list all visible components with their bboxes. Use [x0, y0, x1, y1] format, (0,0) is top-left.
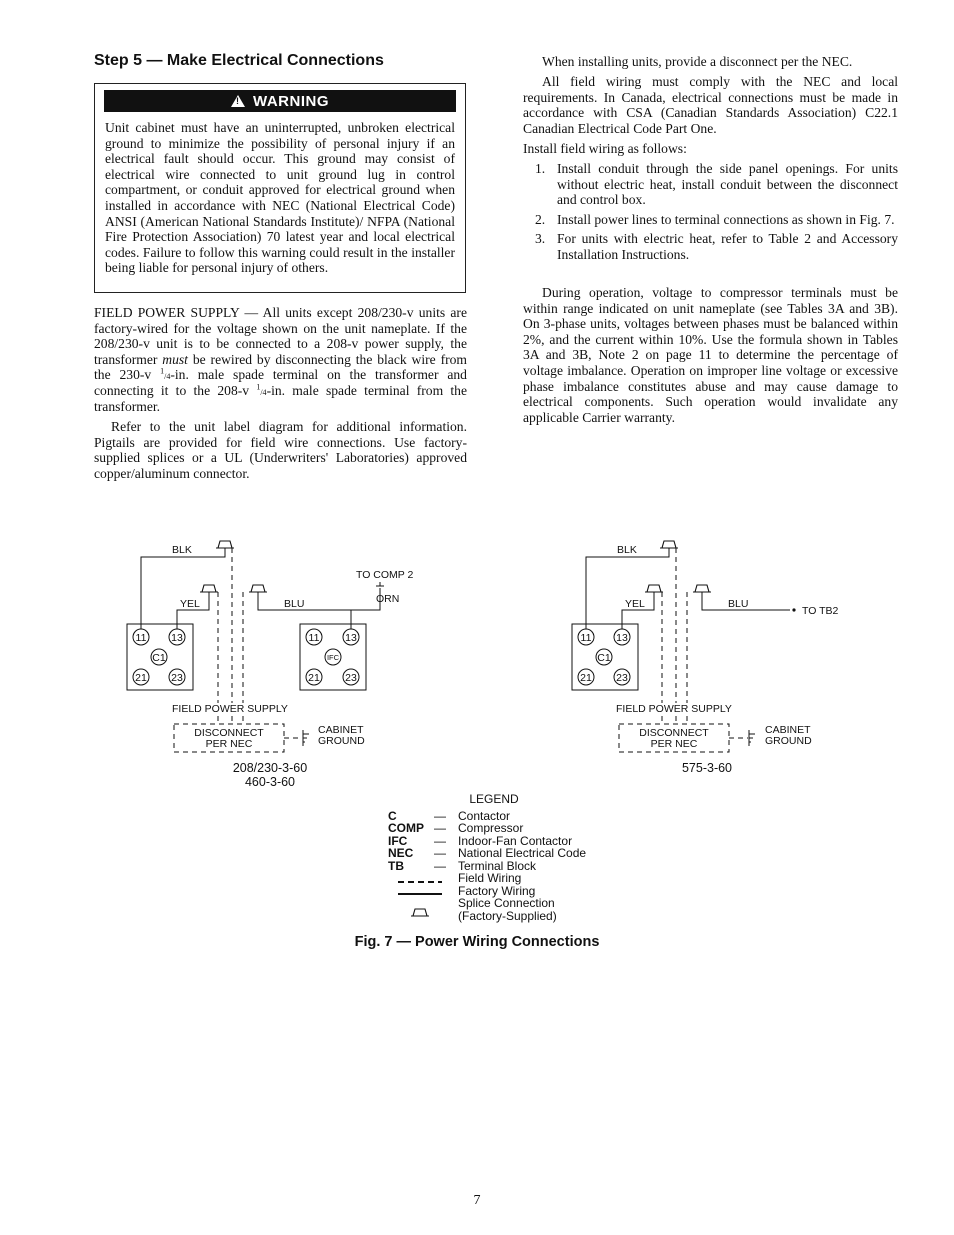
cabinet-label: CABINET: [765, 724, 811, 736]
legend-desc: Splice Connection: [458, 896, 555, 910]
splice-connection-icon: [249, 585, 267, 592]
ground-label: GROUND: [765, 735, 812, 747]
step-text: Install power lines to terminal connections as shown in Fig. 7.: [557, 211, 895, 227]
legend-dash: —: [434, 859, 446, 873]
legend-abbr: TB: [388, 859, 404, 873]
text-run: be rewired by disconnecting the black wire from the 230-v: [94, 351, 467, 383]
warning-box: [94, 83, 466, 293]
field-power-supply-label: FIELD POWER SUPPLY: [616, 703, 732, 715]
ground-label: GROUND: [318, 735, 365, 747]
step-text: Install conduit through the side panel openings. For units without electric heat, install conduit between the disconnect and control box.: [557, 161, 898, 208]
legend-abbr: COMP: [388, 821, 424, 835]
legend-desc: Indoor-Fan Contactor: [458, 834, 573, 848]
refer-label-paragraph: Refer to the unit label diagram for additional information. Pigtails are provided for field wire connections. Use factory-supplied splices or a UL (Underwriters' Laboratories) approved copper/aluminum connector.: [94, 419, 467, 481]
svg-text:23: 23: [616, 672, 628, 684]
voltage-label: 460-3-60: [244, 775, 296, 789]
step-number: 1.: [535, 161, 546, 176]
terminal-13: [614, 629, 630, 645]
fraction-denominator: /4: [260, 387, 267, 397]
cabinet-ground-icon: [749, 730, 755, 746]
svg-text:13: 13: [616, 632, 628, 644]
warning-banner: [104, 90, 456, 112]
svg-text:23: 23: [171, 672, 183, 684]
wire-label-blu: BLU: [728, 598, 749, 610]
warning-label: WARNING: [253, 92, 329, 110]
step-number: 2.: [535, 211, 546, 227]
warning-text: Unit cabinet must have an uninterrupted, unbroken electrical ground to minimize the possibility of personal injury if an electrical fault should occur. This ground may consist of electrical wire connected to unit ground lug in control compartment, or conduit approved for electrical ground when installed in accordance with NEC (National Electrical Code) ANSI (American National Standards Institute)/ NFPA (National Fire Protection Association) 70 latest year and local electrical codes. Failure to follow this warning could result in the installer being liable for personal injury of others.: [105, 120, 455, 276]
terminal-21: [133, 669, 149, 685]
splice-connection-icon: [200, 585, 218, 592]
legend-desc: Contactor: [458, 809, 511, 823]
legend-abbr: C: [388, 809, 397, 823]
power-wiring-diagram: [0, 520, 954, 930]
svg-text:21: 21: [308, 672, 320, 684]
terminal-21: [306, 669, 322, 685]
wire-label-blk: BLK: [172, 544, 192, 556]
factory-wiring: [141, 548, 380, 629]
list-item: [523, 231, 898, 262]
terminal-23: [343, 669, 359, 685]
install-intro: Install field wiring as follows:: [523, 141, 687, 156]
voltage-label: 208/230-3-60: [232, 761, 308, 775]
voltage-label: 575-3-60: [681, 761, 733, 775]
splice-connection-icon: [693, 585, 711, 592]
splice-connection-icon: [645, 585, 663, 592]
fraction-numerator: 1: [160, 366, 165, 376]
list-item: [523, 212, 898, 228]
disconnect-label: DISCONNECT: [194, 727, 264, 739]
wire-label-blk: BLK: [617, 544, 637, 556]
contactor-label: [596, 649, 612, 665]
step-number: 3.: [535, 231, 546, 247]
factory-wiring: [586, 548, 790, 629]
field-power-supply-paragraph: [94, 305, 467, 414]
legend-dash: —: [434, 834, 446, 848]
to-tb2-label: TO TB2: [802, 605, 839, 617]
terminal-11: [133, 629, 149, 645]
field-power-supply-label: FIELD POWER SUPPLY: [172, 703, 288, 715]
terminal-13: [343, 629, 359, 645]
svg-text:11: 11: [135, 632, 147, 644]
legend-title: LEGEND: [469, 792, 519, 806]
legend-desc: (Factory-Supplied): [458, 909, 557, 923]
list-item: [523, 161, 898, 208]
svg-text:13: 13: [345, 632, 357, 644]
fraction-denominator: /4: [164, 372, 171, 382]
text-run: FIELD POWER SUPPLY — All units except 208/230-v units are factory-wired for the voltage shown on the unit nameplate. If the 208/230-v unit is to be connected to a 208-v power supply, the transformer: [94, 305, 467, 367]
legend-desc: Compressor: [458, 821, 524, 835]
splice-connection-icon: [216, 541, 234, 548]
legend-abbr: NEC: [388, 846, 414, 860]
disconnect-paragraph: When installing units, provide a disconnect per the NEC.: [542, 54, 853, 69]
svg-text:21: 21: [580, 672, 592, 684]
svg-text:C1: C1: [597, 652, 611, 664]
terminal-11: [306, 629, 322, 645]
cabinet-label: CABINET: [318, 724, 364, 736]
legend-desc: National Electrical Code: [458, 846, 587, 860]
wire-label-yel: YEL: [180, 598, 200, 610]
fraction-numerator: 1: [256, 382, 261, 392]
left-wiring-diagram: [127, 541, 414, 789]
svg-text:13: 13: [171, 632, 183, 644]
legend-dash: —: [434, 809, 446, 823]
disconnect-label: PER NEC: [650, 738, 698, 750]
legend: [388, 792, 586, 923]
figure-caption: Fig. 7 — Power Wiring Connections: [354, 934, 600, 950]
terminal-23: [169, 669, 185, 685]
install-steps-list: [523, 161, 898, 267]
svg-text:23: 23: [345, 672, 357, 684]
page-number: 7: [473, 1193, 481, 1208]
legend-dash: —: [434, 846, 446, 860]
legend-desc: Field Wiring: [458, 871, 522, 885]
ifc-label: [325, 649, 341, 665]
splice-connection-icon: [660, 541, 678, 548]
text-run: -in. male spade terminal on the transformer and connecting it to the 208-v: [94, 367, 467, 398]
terminal-13: [169, 629, 185, 645]
splice-connection-icon: [411, 909, 429, 916]
disconnect-label: PER NEC: [205, 738, 253, 750]
section-heading: Step 5 — Make Electrical Connections: [94, 52, 384, 69]
warning-triangle-icon: [231, 95, 245, 107]
wire-label-yel: YEL: [625, 598, 645, 610]
legend-abbr: IFC: [388, 834, 408, 848]
cabinet-ground-icon: [303, 730, 309, 746]
to-comp2-label: TO COMP 2: [356, 569, 414, 581]
svg-text:11: 11: [308, 632, 320, 644]
svg-text:C1: C1: [152, 652, 166, 664]
disconnect-label: DISCONNECT: [639, 727, 709, 739]
emphasis-must: must: [162, 351, 188, 367]
contactor-label: [151, 649, 167, 665]
legend-desc: Factory Wiring: [458, 884, 536, 898]
terminal-21: [578, 669, 594, 685]
tb2-connection-icon: [792, 608, 795, 611]
text-run: -in. male spade terminal from the transformer.: [94, 382, 467, 414]
comp2-connection-icon: [376, 582, 384, 586]
step-text: For units with electric heat, refer to Table 2 and Accessory Installation Instructions.: [557, 231, 898, 262]
right-wiring-diagram: [572, 541, 839, 775]
svg-text:11: 11: [580, 632, 592, 644]
terminal-23: [614, 669, 630, 685]
terminal-11: [578, 629, 594, 645]
legend-dash: —: [434, 821, 446, 835]
legend-desc: Terminal Block: [458, 859, 537, 873]
wire-label-orn: ORN: [376, 593, 400, 605]
svg-text:21: 21: [135, 672, 147, 684]
wire-label-blu: BLU: [284, 598, 305, 610]
field-wiring-compliance-paragraph: All field wiring must comply with the NEC and local requirements. In Canada, electrical connections must be made in accordance with CSA (Canadian Standards Association) C22.1 Canadian Electrical Code Part One.: [523, 74, 898, 136]
operation-voltage-paragraph: During operation, voltage to compressor terminals must be within range indicated on unit nameplate (see Tables 3A and 3B). On 3-phase units, voltages between phases must be balanced within 2%, and the current within 10%. Use the formula shown in Tables 3A and 3B, Note 2 on page 11 to determine the percentage of voltage imbalance. Operation on improper line voltage or excessive phase imbalance constitutes abuse and may cause damage to electrical components. Such operation would invalidate any applicable Carrier warranty.: [523, 285, 898, 425]
svg-text:IFC: IFC: [326, 653, 340, 662]
